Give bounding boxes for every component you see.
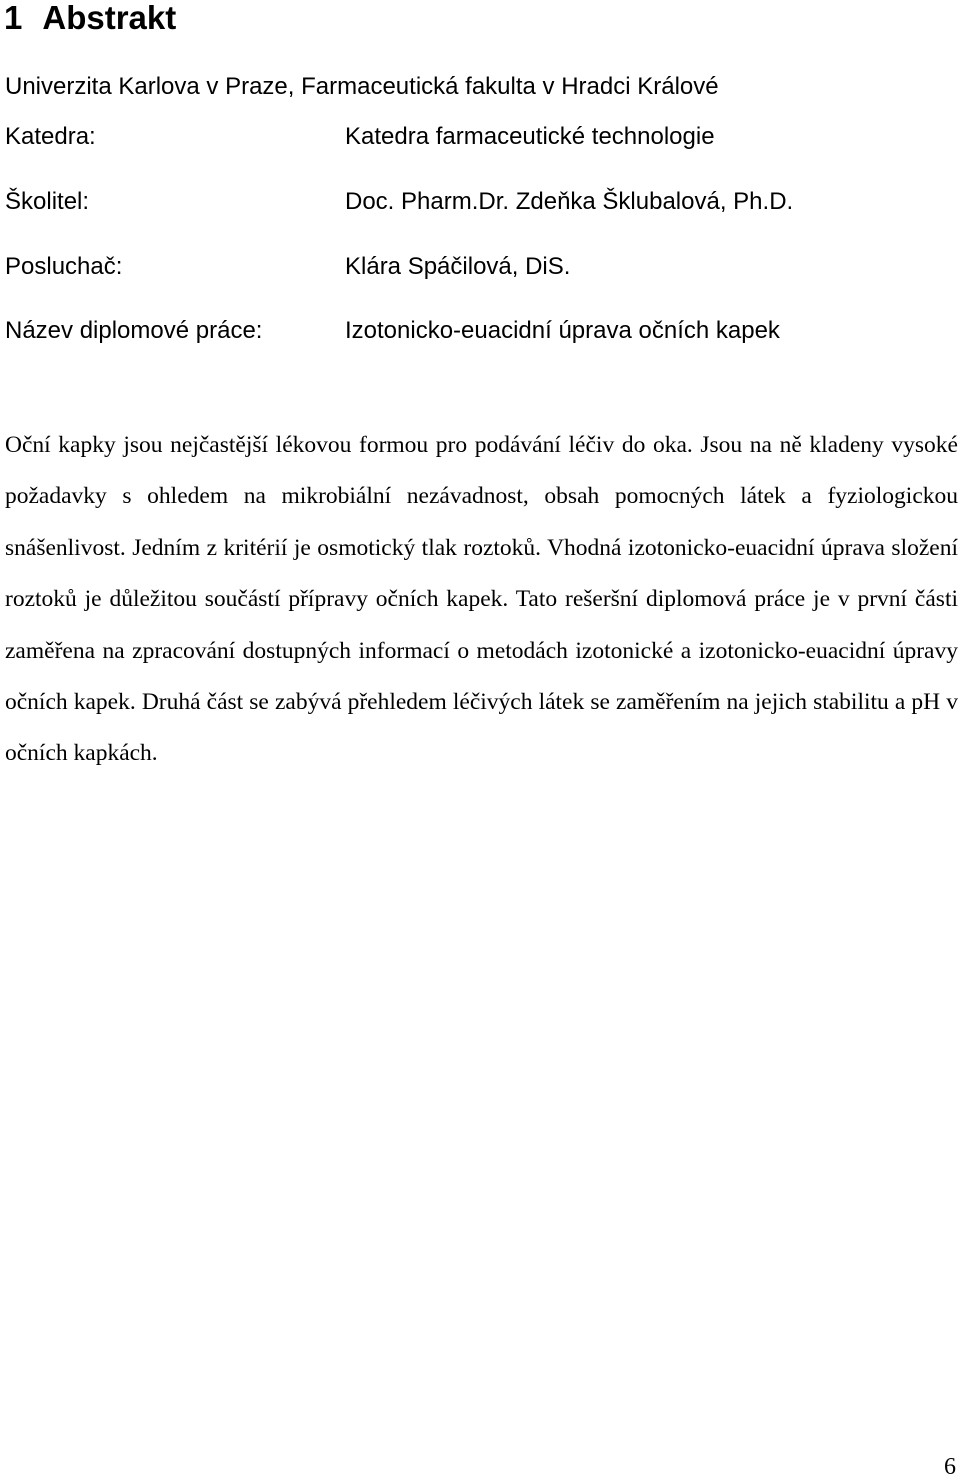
info-label-department: Katedra:: [5, 123, 96, 150]
abstract-paragraph: Oční kapky jsou nejčastější lékovou formou pro podávání léčiv do oka. Jsou na ně kladeny vysoké požadavky s ohledem na mikrobiální nezávadnost, obsah pomocných látek a fyziologickou snášenlivost. Jedním z kritérií je osmotický tlak roztoků. Vhodná izotonicko-euacidní úprava složení roztoků je důležitou součástí přípravy očních kapek. Tato rešeršní diplomová práce je v první části zaměřena na zpracování dostupných informací o metodách izotonické a izotonicko-euacidní úpravy očních kapek. Druhá část se zabývá přehledem léčivých látek se zaměřením na jejich stabilitu a pH v očních kapkách.: [5, 432, 958, 767]
info-label-supervisor: Školitel:: [5, 188, 90, 215]
info-value-department: Katedra farmaceutické technologie: [345, 123, 715, 150]
info-label-thesis-title: Název diplomové práce:: [5, 317, 263, 344]
info-value-supervisor: Doc. Pharm.Dr. Zdeňka Šklubalová, Ph.D.: [345, 188, 794, 215]
info-value-student: Klára Spáčilová, DiS.: [345, 253, 571, 280]
info-label-student: Posluchač:: [5, 253, 123, 280]
university-line: Univerzita Karlova v Praze, Farmaceutická fakulta v Hradci Králové: [5, 73, 719, 100]
section-heading: [4, 0, 176, 38]
page-number: 6: [944, 1454, 956, 1480]
section-number: 1: [4, 0, 23, 36]
section-title: Abstrakt: [42, 0, 177, 36]
info-value-thesis-title: Izotonicko-euacidní úprava očních kapek: [345, 317, 780, 344]
